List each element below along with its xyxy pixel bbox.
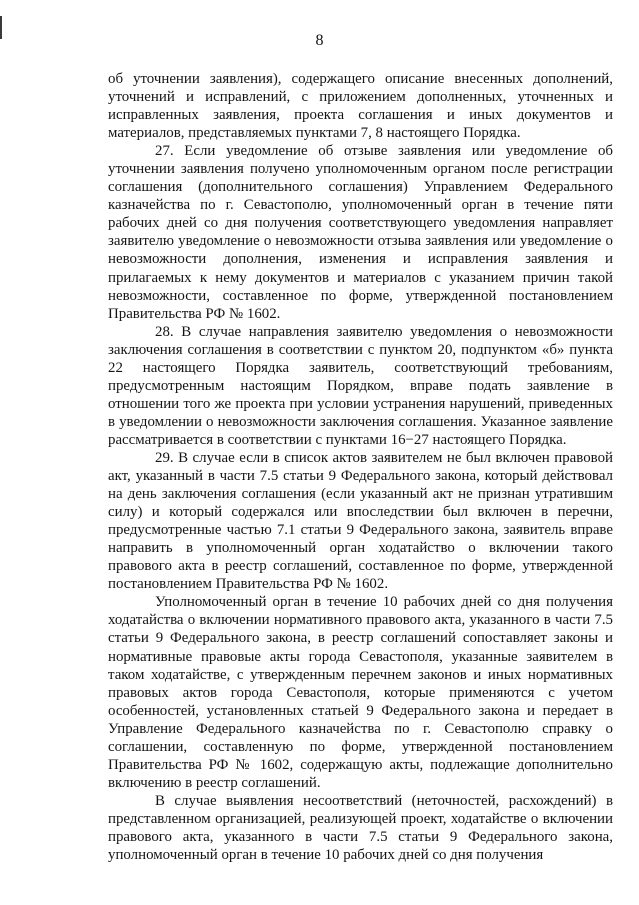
- document-body: [108, 70, 613, 864]
- paragraph-discrepancies: В случае выявления несоответствий (неточностей, расхождений) в представленном организацией, реализующей проект, ходатайстве о включении правового акта, указанного в части 7.5 статьи 9 Федерального закона, уполномоченный орган в течение 10 рабочих дней со дня получения: [108, 792, 613, 864]
- page-number: 8: [315, 32, 324, 49]
- paragraph-item-29: 29. В случае если в список актов заявителем не был включен правовой акт, указанный в части 7.5 статьи 9 Федерального закона, который действовал на день заключения соглашения (если указанный акт не признан утратившим силу) и который содержался или впоследствии был включен в перечни, предусмотренные частью 7.1 статьи 9 Федерального закона, заявитель вправе направить в уполномоченный орган ходатайство о включении такого правового акта в реестр соглашений, составленное по форме, утвержденной постановлением Правительства РФ № 1602.: [108, 449, 613, 593]
- paragraph-continuation: об уточнении заявления), содержащего описание внесенных дополнений, уточнений и исправлений, с приложением дополненных, уточненных и исправленных заявления, проекта соглашения и иных документов и материалов, представляемых пунктами 7, 8 настоящего Порядка.: [108, 71, 613, 142]
- paragraph-item-28: 28. В случае направления заявителю уведомления о невозможности заключения соглашения в соответствии с пунктом 20, подпунктом «б» пункта 22 настоящего Порядка заявитель, соответствующий требованиям, предусмотренным настоящим Порядком, вправе подать заявление в отношении того же проекта при условии устранения нарушений, приведенных в уведомлении о невозможности заключения соглашения. Указанное заявление рассматривается в соответствии с пунктами 16−27 настоящего Порядка.: [108, 323, 613, 448]
- paragraph-item-27: 27. Если уведомление об отзыве заявления или уведомление об уточнении заявления получено уполномоченным органом после регистрации соглашения (дополнительного соглашения) Управлением Федерального казначейства по г. Севастополю, уполномоченный орган в течение пяти рабочих дней со дня получения соответствующего уведомления направляет заявителю уведомление о невозможности отзыва заявления или уведомление о невозможности дополнения, изменения и исправления заявления и прилагаемых к нему документов и материалов с указанием причин такой невозможности, составленное по форме, утвержденной постановлением Правительства РФ № 1602.: [108, 143, 613, 322]
- paragraph-authorized-body: Уполномоченный орган в течение 10 рабочих дней со дня получения ходатайства о включении нормативного правового акта, указанного в части 7.5 статьи 9 Федерального закона, в реестр соглашений сопоставляет законы и нормативные правовые акты города Севастополя, указанные заявителем в таком ходатайстве, с утвержденным перечнем законов и иных нормативных правовых актов города Севастополя, которые применяются с учетом особенностей, установленных статьей 9 Федерального закона и передает в Управление Федерального казначейства по г. Севастополю справку о соглашении, составленную по форме, утвержденной постановлением Правительства РФ № 1602, содержащую акты, подлежащие дополнительно включению в реестр соглашений.: [108, 594, 613, 791]
